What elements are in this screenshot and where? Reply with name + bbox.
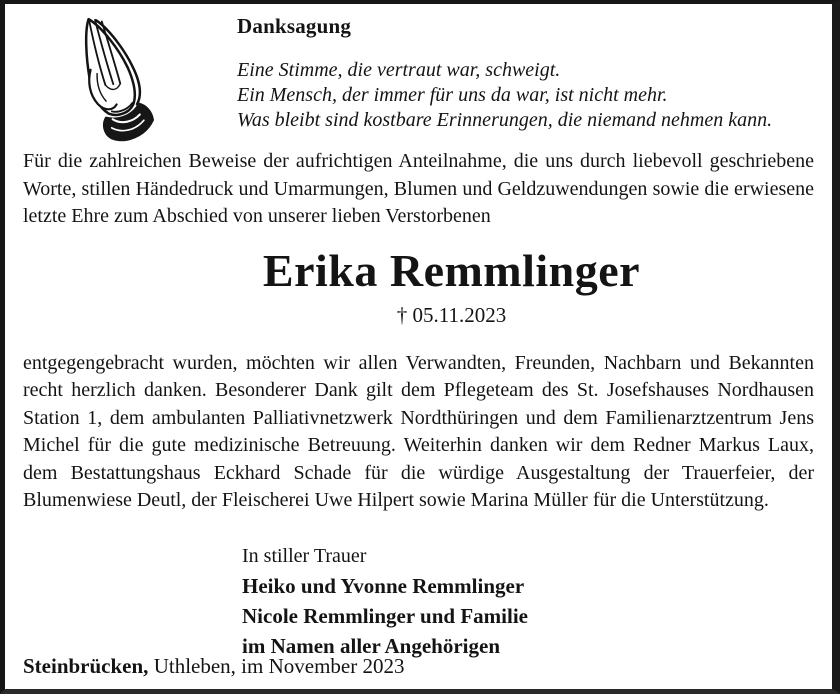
acknowledgement-intro-paragraph: Für die zahlreichen Beweise der aufrichtigen Anteilnahme, die uns durch liebevoll geschriebene Worte, stillen Händedruck und Umarmungen, Blumen und Geldzuwendungen sowie die erwiesene letzte Ehre zum Abschied von unserer lieben Verstorbenen: [23, 150, 814, 227]
place-date-rest: Uthleben, im November 2023: [148, 654, 405, 678]
death-date: † 05.11.2023: [396, 302, 507, 327]
memorial-verse: [237, 58, 772, 133]
verse-line: Eine Stimme, die vertraut war, schweigt.: [237, 59, 561, 81]
place-date-line: [23, 654, 404, 679]
deceased-name: Erika Remmlinger: [262, 244, 641, 296]
mourner-line: im Namen aller Angehörigen: [242, 633, 501, 658]
mourner-line: Heiko und Yvonne Remmlinger: [242, 573, 525, 598]
notice-header: [5, 4, 832, 144]
mourner-line: Nicole Remmlinger und Familie: [242, 603, 528, 628]
verse-line: Ein Mensch, der immer für uns da war, ist nicht mehr.: [237, 84, 668, 106]
acknowledgement-main-paragraph: entgegengebracht wurden, möchten wir allen Verwandten, Freunden, Nachbarn und Bekannten recht herzlich danken. Besonderer Dank gilt dem Pflegeteam des St. Josefshauses Nordhausen Station 1, dem ambulanten Palliativnetzwerk Nordthüringen und dem Familienarztzentrum Jens Michel für die gute medizinische Betreuung. Weiterhin danken wir dem Redner Markus Laux, dem Bestattungshaus Eckhard Schade für die würdige Ausgestaltung der Trauerfeier, der Blumenwiese Deutl, der Fleischerei Uwe Hilpert sowie Marina Müller für die Unterstützung.: [23, 351, 814, 511]
closing-block: [242, 541, 832, 661]
verse-line: Was bleibt sind kostbare Erinnerungen, die niemand nehmen kann.: [237, 109, 773, 131]
deceased-block: [5, 245, 832, 328]
closing-salutation: In stiller Trauer: [242, 544, 367, 567]
notice-title: Danksagung: [237, 14, 352, 38]
praying-hands-icon: [55, 8, 175, 148]
place-name: Steinbrücken,: [23, 654, 149, 678]
